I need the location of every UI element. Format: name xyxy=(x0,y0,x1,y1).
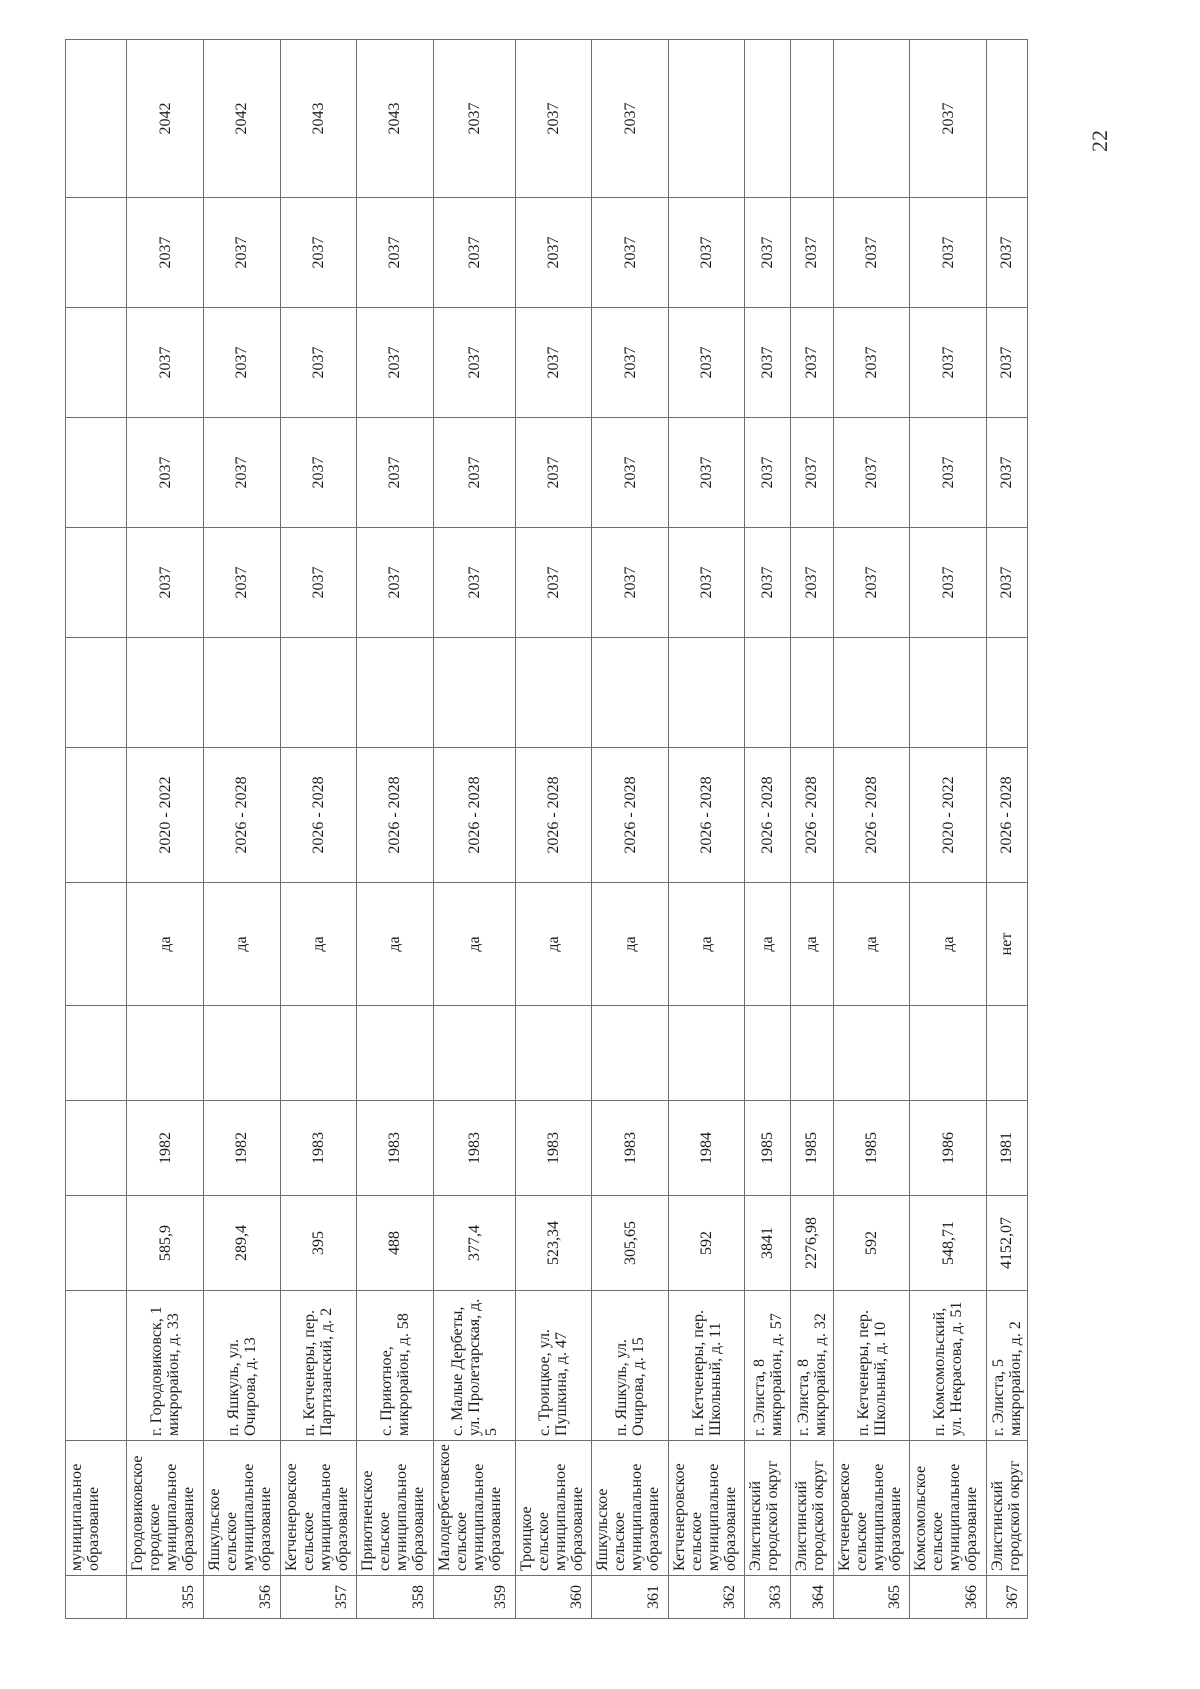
table-row xyxy=(668,40,745,1619)
cell-num: 357 xyxy=(280,1576,357,1619)
cell-col8: 2026 - 2028 xyxy=(515,748,592,883)
cell-num: 364 xyxy=(790,1576,833,1619)
cell-col7: да xyxy=(127,883,204,1006)
cell-year-built: 1983 xyxy=(357,1101,434,1196)
cell-empty xyxy=(66,528,127,638)
cell-col12: 2037 xyxy=(833,308,910,418)
cell-col13: 2037 xyxy=(357,198,434,308)
cell-empty xyxy=(66,1196,127,1291)
cell-address: п. Кетченеры, пер. Школьный, д. 11 xyxy=(668,1291,745,1441)
cell-municipality: Элистинский городской округ xyxy=(986,1441,1027,1576)
cell-area: 592 xyxy=(668,1196,745,1291)
cell-col8: 2026 - 2028 xyxy=(790,748,833,883)
table-row xyxy=(433,40,515,1619)
cell-col10: 2037 xyxy=(790,528,833,638)
cell-address: п. Комсомольский, ул. Некрасова, д. 51 xyxy=(910,1291,987,1441)
cell-num: 367 xyxy=(986,1576,1027,1619)
cell-address: п. Кетченеры, пер. Партизанский, д. 2 xyxy=(280,1291,357,1441)
cell-address: с. Малые Дербеты, ул. Пролетарская, д. 5 xyxy=(433,1291,515,1441)
cell-empty xyxy=(66,638,127,748)
cell-municipality: Элистинский городской округ xyxy=(745,1441,790,1576)
cell-year-built: 1983 xyxy=(515,1101,592,1196)
cell-col6 xyxy=(986,1006,1027,1101)
cell-num: 359 xyxy=(433,1576,515,1619)
cell-col7: да xyxy=(433,883,515,1006)
cell-col9 xyxy=(790,638,833,748)
cell-col6 xyxy=(833,1006,910,1101)
table-row xyxy=(280,40,357,1619)
cell-col8: 2026 - 2028 xyxy=(833,748,910,883)
cell-col13: 2037 xyxy=(127,198,204,308)
register-table-body xyxy=(66,40,1028,1619)
cell-col6 xyxy=(668,1006,745,1101)
cell-col8: 2026 - 2028 xyxy=(433,748,515,883)
cell-col11: 2037 xyxy=(433,418,515,528)
cell-address: г. Элиста, 5 микрорайон, д. 2 xyxy=(986,1291,1027,1441)
cell-col9 xyxy=(986,638,1027,748)
cell-col10: 2037 xyxy=(515,528,592,638)
cell-empty xyxy=(66,883,127,1006)
cell-col9 xyxy=(515,638,592,748)
cell-address: п. Яшкуль, ул. Очирова, д. 13 xyxy=(204,1291,281,1441)
cell-municipality: Кетченеровское сельское муниципальное образование xyxy=(280,1441,357,1576)
cell-municipality: Элистинский городской округ xyxy=(790,1441,833,1576)
cell-col9 xyxy=(910,638,987,748)
cell-address: г. Городовиковск, 1 микрорайон, д. 33 xyxy=(127,1291,204,1441)
cell-col10: 2037 xyxy=(204,528,281,638)
cell-address: п. Кетченеры, пер. Школьный, д. 10 xyxy=(833,1291,910,1441)
cell-col14: 2042 xyxy=(204,40,281,198)
cell-num: 363 xyxy=(745,1576,790,1619)
cell-col9 xyxy=(745,638,790,748)
cell-col6 xyxy=(280,1006,357,1101)
cell-col12: 2037 xyxy=(433,308,515,418)
table-row xyxy=(986,40,1027,1619)
table-rotated-container xyxy=(65,40,1028,1619)
cell-col8: 2026 - 2028 xyxy=(668,748,745,883)
cell-num: 355 xyxy=(127,1576,204,1619)
cell-col12: 2037 xyxy=(357,308,434,418)
cell-col9 xyxy=(204,638,281,748)
cell-col9 xyxy=(433,638,515,748)
cell-col8: 2026 - 2028 xyxy=(592,748,669,883)
cell-municipality: Яшкульское сельское муниципальное образование xyxy=(592,1441,669,1576)
cell-col11: 2037 xyxy=(833,418,910,528)
cell-col13: 2037 xyxy=(745,198,790,308)
cell-empty xyxy=(66,748,127,883)
cell-col12: 2037 xyxy=(668,308,745,418)
cell-col7: да xyxy=(357,883,434,1006)
cell-col6 xyxy=(357,1006,434,1101)
table-row xyxy=(790,40,833,1619)
cell-col11: 2037 xyxy=(790,418,833,528)
cell-col6 xyxy=(910,1006,987,1101)
cell-col7: да xyxy=(592,883,669,1006)
cell-col7: да xyxy=(204,883,281,1006)
table-row xyxy=(745,40,790,1619)
cell-col12: 2037 xyxy=(910,308,987,418)
cell-col12: 2037 xyxy=(790,308,833,418)
cell-col10: 2037 xyxy=(833,528,910,638)
cell-empty xyxy=(66,418,127,528)
cell-col11: 2037 xyxy=(204,418,281,528)
cell-col11: 2037 xyxy=(668,418,745,528)
cell-address: п. Яшкуль, ул. Очирова, д. 15 xyxy=(592,1291,669,1441)
cell-col11: 2037 xyxy=(986,418,1027,528)
cell-col8: 2026 - 2028 xyxy=(745,748,790,883)
page-number: 22 xyxy=(1087,130,1112,152)
cell-col12: 2037 xyxy=(592,308,669,418)
cell-col13: 2037 xyxy=(833,198,910,308)
cell-col7: да xyxy=(280,883,357,1006)
cell-col9 xyxy=(833,638,910,748)
cell-area: 488 xyxy=(357,1196,434,1291)
cell-col7: да xyxy=(790,883,833,1006)
cell-area: 289,4 xyxy=(204,1196,281,1291)
cell-num xyxy=(66,1576,127,1619)
cell-col6 xyxy=(745,1006,790,1101)
cell-col8: 2026 - 2028 xyxy=(280,748,357,883)
register-table xyxy=(65,39,1028,1619)
cell-col13: 2037 xyxy=(986,198,1027,308)
cell-col6 xyxy=(592,1006,669,1101)
cell-area: 4152,07 xyxy=(986,1196,1027,1291)
cell-col6 xyxy=(515,1006,592,1101)
cell-area: 3841 xyxy=(745,1196,790,1291)
cell-col8: 2026 - 2028 xyxy=(204,748,281,883)
cell-municipality: муниципальное образование xyxy=(66,1441,127,1576)
cell-col7: да xyxy=(910,883,987,1006)
cell-area: 2276,98 xyxy=(790,1196,833,1291)
cell-municipality: Троицкое сельское муниципальное образование xyxy=(515,1441,592,1576)
cell-municipality: Комсомольское сельское муниципальное образование xyxy=(910,1441,987,1576)
cell-num: 366 xyxy=(910,1576,987,1619)
document-sheet xyxy=(65,40,1028,1619)
cell-col6 xyxy=(790,1006,833,1101)
cell-col11: 2037 xyxy=(280,418,357,528)
cell-area: 523,34 xyxy=(515,1196,592,1291)
cell-municipality: Городовиковское городское муниципальное образование xyxy=(127,1441,204,1576)
cell-col6 xyxy=(433,1006,515,1101)
cell-col11: 2037 xyxy=(745,418,790,528)
cell-col10: 2037 xyxy=(127,528,204,638)
cell-col9 xyxy=(280,638,357,748)
cell-col8: 2026 - 2028 xyxy=(986,748,1027,883)
cell-year-built: 1983 xyxy=(280,1101,357,1196)
table-row xyxy=(515,40,592,1619)
cell-col13: 2037 xyxy=(280,198,357,308)
cell-col12: 2037 xyxy=(745,308,790,418)
cell-municipality: Кетченеровское сельское муниципальное образование xyxy=(668,1441,745,1576)
table-row xyxy=(204,40,281,1619)
table-row-continuation xyxy=(66,40,127,1619)
cell-num: 361 xyxy=(592,1576,669,1619)
cell-num: 362 xyxy=(668,1576,745,1619)
cell-col13: 2037 xyxy=(910,198,987,308)
cell-col11: 2037 xyxy=(127,418,204,528)
cell-num: 358 xyxy=(357,1576,434,1619)
cell-col11: 2037 xyxy=(910,418,987,528)
cell-col12: 2037 xyxy=(204,308,281,418)
cell-col12: 2037 xyxy=(515,308,592,418)
cell-municipality: Кетченеровское сельское муниципальное образование xyxy=(833,1441,910,1576)
table-row xyxy=(357,40,434,1619)
cell-area: 305,65 xyxy=(592,1196,669,1291)
cell-col12: 2037 xyxy=(280,308,357,418)
cell-year-built: 1985 xyxy=(790,1101,833,1196)
cell-col14: 2042 xyxy=(127,40,204,198)
cell-year-built: 1985 xyxy=(833,1101,910,1196)
cell-col7: да xyxy=(833,883,910,1006)
cell-col10: 2037 xyxy=(433,528,515,638)
cell-area: 395 xyxy=(280,1196,357,1291)
cell-address: с. Приютное, микрорайон, д. 58 xyxy=(357,1291,434,1441)
cell-col10: 2037 xyxy=(986,528,1027,638)
cell-col13: 2037 xyxy=(668,198,745,308)
cell-col13: 2037 xyxy=(433,198,515,308)
cell-col12: 2037 xyxy=(127,308,204,418)
cell-year-built: 1986 xyxy=(910,1101,987,1196)
cell-year-built: 1982 xyxy=(127,1101,204,1196)
cell-col14: 2043 xyxy=(357,40,434,198)
cell-col9 xyxy=(668,638,745,748)
cell-col14: 2037 xyxy=(910,40,987,198)
cell-empty xyxy=(66,1291,127,1441)
cell-col13: 2037 xyxy=(204,198,281,308)
cell-col11: 2037 xyxy=(592,418,669,528)
cell-col10: 2037 xyxy=(668,528,745,638)
cell-year-built: 1983 xyxy=(433,1101,515,1196)
cell-year-built: 1983 xyxy=(592,1101,669,1196)
cell-col11: 2037 xyxy=(515,418,592,528)
cell-num: 360 xyxy=(515,1576,592,1619)
cell-col14: 2043 xyxy=(280,40,357,198)
cell-col6 xyxy=(127,1006,204,1101)
cell-area: 592 xyxy=(833,1196,910,1291)
cell-col14: 2037 xyxy=(515,40,592,198)
cell-col14 xyxy=(833,40,910,198)
cell-area: 548,71 xyxy=(910,1196,987,1291)
cell-area: 585,9 xyxy=(127,1196,204,1291)
cell-col12: 2037 xyxy=(986,308,1027,418)
cell-year-built: 1984 xyxy=(668,1101,745,1196)
cell-col13: 2037 xyxy=(592,198,669,308)
cell-col14: 2037 xyxy=(592,40,669,198)
cell-col9 xyxy=(357,638,434,748)
cell-empty xyxy=(66,308,127,418)
cell-municipality: Яшкульское сельское муниципальное образование xyxy=(204,1441,281,1576)
cell-col11: 2037 xyxy=(357,418,434,528)
table-row xyxy=(127,40,204,1619)
cell-col10: 2037 xyxy=(280,528,357,638)
cell-col7: да xyxy=(515,883,592,1006)
cell-col14 xyxy=(668,40,745,198)
cell-year-built: 1981 xyxy=(986,1101,1027,1196)
cell-col14 xyxy=(745,40,790,198)
cell-empty xyxy=(66,1101,127,1196)
cell-col13: 2037 xyxy=(790,198,833,308)
table-row xyxy=(592,40,669,1619)
cell-empty xyxy=(66,198,127,308)
table-row xyxy=(833,40,910,1619)
cell-address: г. Элиста, 8 микрорайон, д. 57 xyxy=(745,1291,790,1441)
cell-col10: 2037 xyxy=(910,528,987,638)
cell-col14 xyxy=(986,40,1027,198)
cell-col13: 2037 xyxy=(515,198,592,308)
cell-num: 356 xyxy=(204,1576,281,1619)
cell-col7: нет xyxy=(986,883,1027,1006)
cell-col6 xyxy=(204,1006,281,1101)
table-row xyxy=(910,40,987,1619)
cell-col9 xyxy=(592,638,669,748)
cell-col8: 2020 - 2022 xyxy=(127,748,204,883)
cell-address: с. Троицкое, ул. Пушкина, д. 47 xyxy=(515,1291,592,1441)
cell-empty xyxy=(66,40,127,198)
cell-col10: 2037 xyxy=(357,528,434,638)
cell-col8: 2026 - 2028 xyxy=(357,748,434,883)
cell-address: г. Элиста, 8 микрорайон, д. 32 xyxy=(790,1291,833,1441)
cell-col14: 2037 xyxy=(433,40,515,198)
cell-num: 365 xyxy=(833,1576,910,1619)
cell-municipality: Приютненское сельское муниципальное образование xyxy=(357,1441,434,1576)
cell-municipality: Малодербетовское сельское муниципальное образование xyxy=(433,1441,515,1576)
cell-col7: да xyxy=(668,883,745,1006)
cell-col10: 2037 xyxy=(745,528,790,638)
cell-col14 xyxy=(790,40,833,198)
cell-empty xyxy=(66,1006,127,1101)
cell-area: 377,4 xyxy=(433,1196,515,1291)
cell-year-built: 1982 xyxy=(204,1101,281,1196)
cell-col9 xyxy=(127,638,204,748)
cell-year-built: 1985 xyxy=(745,1101,790,1196)
cell-col8: 2020 - 2022 xyxy=(910,748,987,883)
cell-col10: 2037 xyxy=(592,528,669,638)
cell-col7: да xyxy=(745,883,790,1006)
